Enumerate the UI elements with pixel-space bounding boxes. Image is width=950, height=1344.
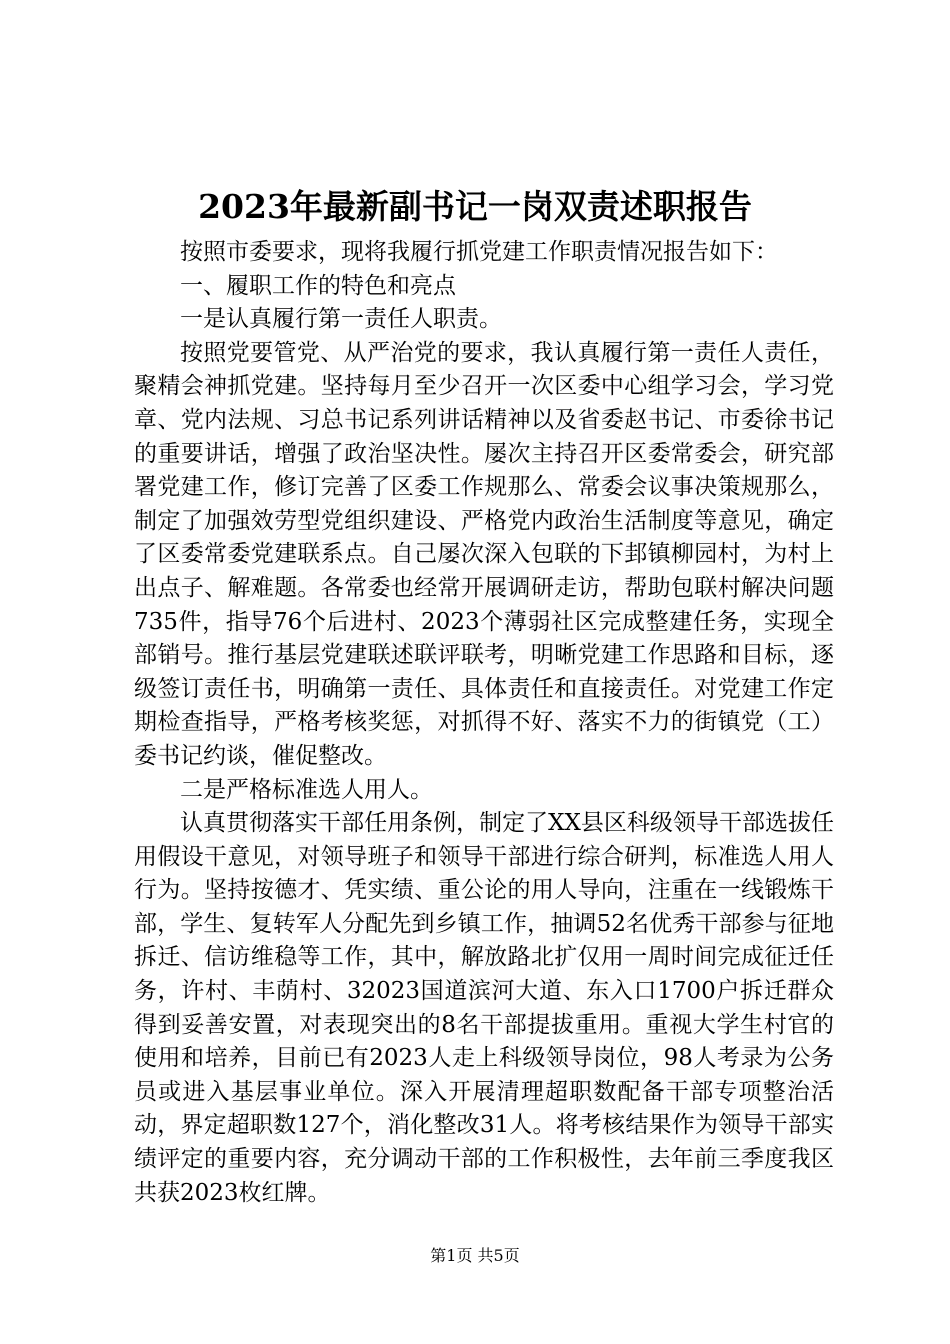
subsection-heading-1: 一是认真履行第一责任人职责。 — [180, 306, 502, 333]
document-body — [134, 236, 834, 1210]
paragraph-intro: 按照市委要求，现将我履行抓党建工作职责情况报告如下： — [180, 239, 778, 265]
page-indicator: 第1页 共5页 — [430, 1246, 520, 1265]
document-title: 2023年最新副书记一岗双责述职报告 — [198, 187, 752, 226]
page-footer — [0, 1246, 950, 1266]
subsection-heading-2: 二是严格标准选人用人。 — [180, 776, 433, 803]
section-heading: 一、履职工作的特色和亮点 — [180, 272, 456, 299]
paragraph-body-1: 按照党要管党、从严治党的要求，我认真履行第一责任人责任，聚精会神抓党建。坚持每月至少召开一次区委中心组学习会，学习党章、党内法规、习总书记系列讲话精神以及省委赵书记、市委徐书记的重要讲话，增强了政治坚决性。屡次主持召开区委常委会，研究部署党建工作，修订完善了区委工作规那么、常委会议事决策规那么，制定了加强效劳型党组织建设、严格党内政治生活制度等意见，确定了区委常委党建联系点。自己屡次深入包联的下邽镇柳园村，为村上出点子、解难题。各常委也经常开展调研走访，帮助包联村解决问题735件，指导76个后进村、2023个薄弱社区完成整建任务，实现全部销号。推行基层党建联述联评联考，明晰党建工作思路和目标，逐级签订责任书，明确第一责任、具体责任和直接责任。对党建工作定期检查指导，严格考核奖惩，对抓得不好、落实不力的街镇党（工）委书记约谈，催促整改。 — [134, 339, 834, 769]
paragraph-body-2: 认真贯彻落实干部任用条例，制定了XX县区科级领导干部选拔任用假设干意见，对领导班子和领导干部进行综合研判，标准选人用人行为。坚持按德才、凭实绩、重公论的用人导向，注重在一线锻炼干部，学生、复转军人分配先到乡镇工作，抽调52名优秀干部参与征地拆迁、信访维稳等工作，其中，解放路北扩仅用一周时间完成征迁任务，许村、丰荫村、32023国道滨河大道、东入口1700户拆迁群众得到妥善安置，对表现突出的8名干部提拔重用。重视大学生村官的使用和培养，目前已有2023人走上科级领导岗位，98人考录为公务员或进入基层事业单位。深入开展清理超职数配备干部专项整治活动，界定超职数127个，消化整改31人。将考核结果作为领导干部实绩评定的重要内容，充分调动干部的工作积极性，去年前三季度我区共获2023枚红牌。 — [134, 810, 834, 1206]
